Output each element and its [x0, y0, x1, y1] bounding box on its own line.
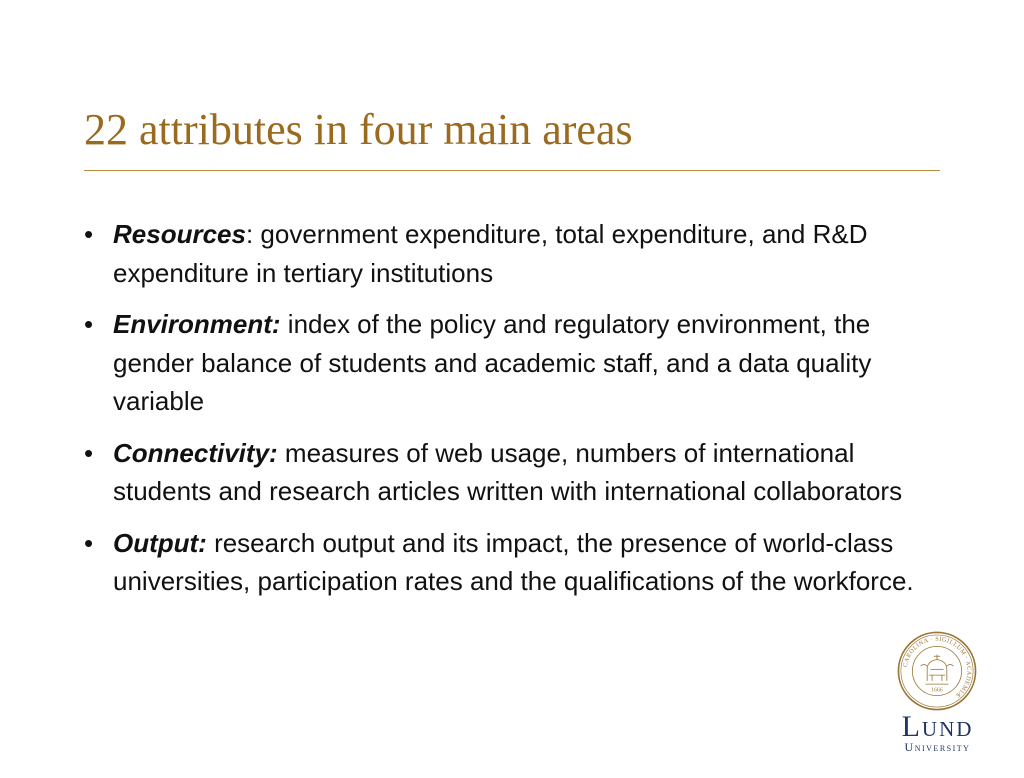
logo-wordmark: Lund — [901, 710, 974, 743]
bullet-item-output — [84, 524, 924, 601]
title-divider — [84, 170, 940, 171]
bullet-text: government expenditure, total expenditure, and R&D expenditure in tertiary institutions — [113, 219, 868, 288]
bullet-term: Connectivity: — [113, 437, 278, 468]
bullet-icon: • — [84, 527, 94, 558]
bullet-text: measures of web usage, numbers of international students and research articles written with international collaborators — [113, 437, 903, 506]
bullet-text: index of the policy and regulatory environment, the gender balance of students and academic staff, and a data quality variable — [113, 309, 872, 416]
bullet-icon: • — [84, 219, 94, 249]
bullet-text: research output and its impact, the presence of world-class universities, participation rates and the qualifications of the workforce. — [113, 527, 914, 596]
bullet-item-environment — [84, 305, 924, 421]
logo-subtitle: University — [904, 740, 971, 754]
bullet-item-resources — [84, 215, 924, 292]
bullet-separator: : — [245, 219, 254, 249]
slide-title: 22 attributes in four main areas — [84, 105, 633, 154]
bullet-list — [84, 215, 924, 614]
bullet-term: Environment: — [113, 309, 281, 339]
seal-year: 1666 — [931, 687, 943, 694]
bullet-term: Resources — [113, 219, 246, 249]
lund-university-logo — [890, 630, 985, 754]
bullet-term: Output: — [113, 527, 207, 558]
bullet-item-connectivity — [84, 434, 924, 511]
bullet-icon: • — [84, 309, 94, 339]
bullet-icon: • — [84, 437, 94, 468]
university-seal-icon — [896, 630, 978, 712]
seal-text: CAROLINA · SIGILLUM · ACADEMIÆ — [902, 636, 972, 699]
